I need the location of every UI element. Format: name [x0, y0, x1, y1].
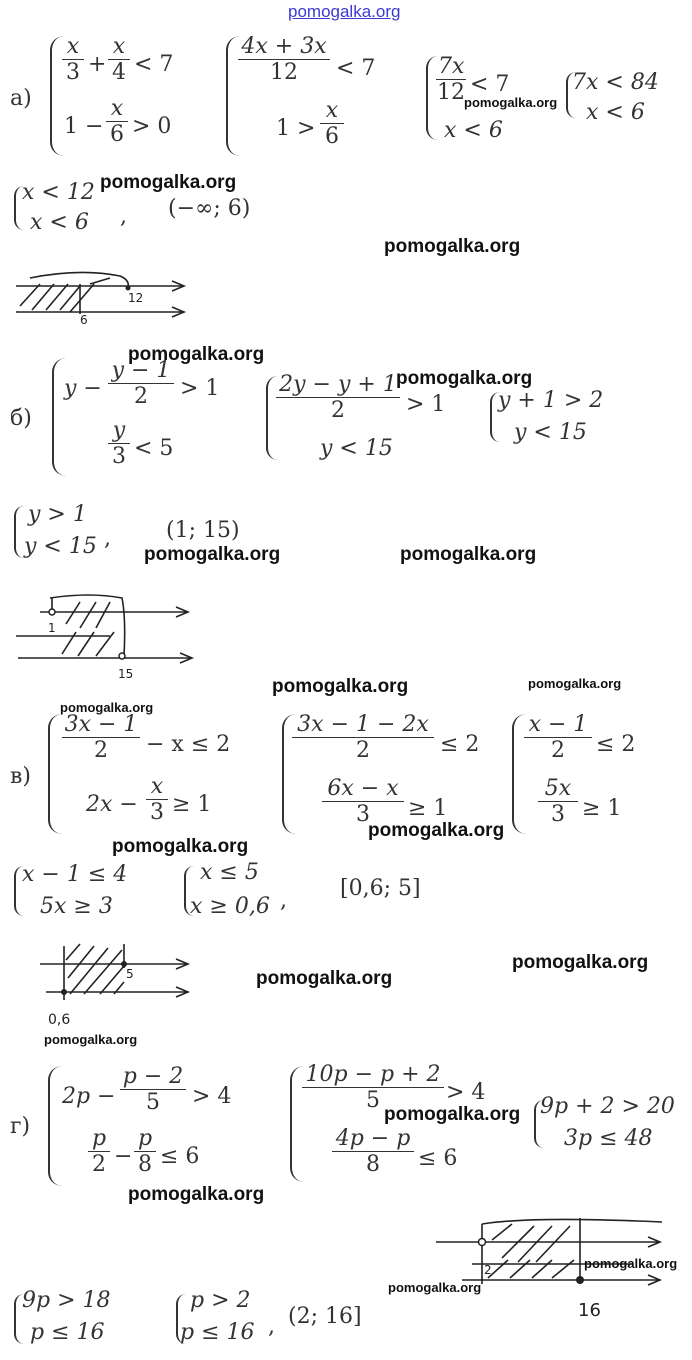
- inequality: y < 15: [514, 420, 587, 445]
- number-line-sketch: [10, 262, 190, 324]
- watermark: pomogalka.org: [44, 1032, 138, 1047]
- fraction: $\frac{y - 1}{2}$: [108, 358, 174, 409]
- inequality: p ≤ 16: [30, 1320, 105, 1345]
- sketch-label: 0,6: [48, 1012, 71, 1028]
- comma: ,: [104, 526, 111, 551]
- fraction: $\frac{x}{6}$: [320, 98, 344, 149]
- comma: ,: [268, 1314, 275, 1339]
- sketch-label: 1: [48, 621, 56, 635]
- watermark: pomogalka.org: [584, 1256, 678, 1271]
- relation: > 4: [192, 1084, 232, 1109]
- fraction: $\frac{x}{6}$: [106, 96, 128, 147]
- minus-sign: −: [114, 1144, 133, 1169]
- relation: ≤ 6: [160, 1144, 200, 1169]
- watermark: pomogalka.org: [384, 236, 521, 257]
- fraction: $\frac{3x - 1 - 2x}{2}$: [292, 712, 434, 763]
- watermark: pomogalka.org: [388, 1280, 482, 1295]
- sketch-label: 15: [118, 667, 134, 680]
- inequality: 5x ≥ 3: [40, 894, 113, 919]
- sketch-label: 12: [128, 291, 144, 305]
- brace: [48, 714, 62, 834]
- watermark: pomogalka.org: [400, 544, 537, 565]
- relation: > 0: [132, 114, 172, 139]
- watermark: pomogalka.org: [256, 968, 393, 989]
- term: 1 −: [64, 114, 104, 139]
- sketch-label: 5: [126, 967, 134, 981]
- inequality: x < 6: [586, 100, 645, 125]
- watermark: pomogalka.org: [396, 368, 533, 389]
- inequality: y > 1: [28, 502, 87, 527]
- term: y −: [64, 376, 102, 401]
- watermark: pomogalka.org: [384, 1104, 521, 1125]
- relation: < 7: [470, 72, 510, 97]
- fraction: $\frac{6x - x}{3}$: [322, 776, 404, 827]
- part-g-label: г): [10, 1114, 31, 1139]
- plus-sign: +: [88, 52, 107, 77]
- sketch-label: 2: [484, 1263, 492, 1277]
- watermark: pomogalka.org: [144, 544, 281, 565]
- term: 2p −: [62, 1084, 116, 1109]
- answer: (−∞; 6): [168, 196, 251, 221]
- number-line-sketch: [36, 938, 192, 1030]
- inequality: y + 1 > 2: [498, 388, 604, 413]
- inequality: 3p ≤ 48: [564, 1126, 653, 1151]
- watermark: pomogalka.org: [272, 676, 409, 697]
- answer: [0,6; 5]: [340, 876, 421, 901]
- relation: < 7: [134, 52, 174, 77]
- relation: ≤ 6: [418, 1146, 458, 1171]
- relation: − x ≤ 2: [146, 732, 231, 757]
- watermark: pomogalka.org: [128, 344, 265, 365]
- watermark: pomogalka.org: [512, 952, 649, 973]
- inequality: p > 2: [190, 1288, 251, 1313]
- term: 2x −: [86, 792, 138, 817]
- relation: ≤ 2: [440, 732, 480, 757]
- fraction: $\frac{p}{8}$: [134, 1126, 156, 1177]
- inequality: x < 12: [22, 180, 95, 205]
- comma: ,: [120, 204, 127, 229]
- relation: > 1: [180, 376, 220, 401]
- relation: < 5: [134, 436, 174, 461]
- fraction: $\frac{p}{2}$: [88, 1126, 110, 1177]
- inequality: y < 15: [24, 534, 97, 559]
- relation: > 1: [406, 392, 446, 417]
- part-a-label: а): [10, 86, 32, 111]
- relation: ≥ 1: [582, 796, 622, 821]
- fraction: $\frac{4x + 3x}{12}$: [238, 34, 330, 85]
- watermark: pomogalka.org: [100, 172, 237, 193]
- term: 1 >: [276, 116, 316, 141]
- fraction: $\frac{x}{3}$: [62, 34, 84, 85]
- fraction: $\frac{3x - 1}{2}$: [62, 712, 140, 763]
- watermark: pomogalka.org: [464, 95, 558, 110]
- relation: ≥ 1: [408, 796, 448, 821]
- comma: ,: [280, 888, 287, 913]
- fraction: $\frac{y}{3}$: [108, 418, 130, 469]
- inequality: x < 6: [30, 210, 89, 235]
- brace: [14, 506, 24, 558]
- relation: ≥ 1: [172, 792, 212, 817]
- fraction: $\frac{2y - y + 1}{2}$: [276, 372, 400, 423]
- fraction: $\frac{10p - p + 2}{5}$: [302, 1062, 444, 1113]
- fraction: $\frac{x}{3}$: [146, 774, 168, 825]
- inequality: x ≤ 5: [200, 860, 259, 885]
- relation: < 7: [336, 56, 376, 81]
- fraction: $\frac{5x}{3}$: [538, 776, 578, 827]
- watermark: pomogalka.org: [112, 836, 249, 857]
- inequality: 9p + 2 > 20: [540, 1094, 675, 1119]
- fraction: $\frac{7x}{12}$: [437, 54, 465, 105]
- inequality: y < 15: [320, 436, 393, 461]
- fraction: $\frac{p - 2}{5}$: [120, 1064, 186, 1115]
- inequality: 7x < 84: [572, 70, 659, 95]
- part-v-label: в): [10, 764, 31, 789]
- inequality: 9p > 18: [22, 1288, 111, 1313]
- inequality: x − 1 ≤ 4: [22, 862, 128, 887]
- fraction: $\frac{4p - p}{8}$: [332, 1126, 414, 1177]
- site-link[interactable]: pomogalka.org: [288, 2, 401, 21]
- fraction: $\frac{x}{4}$: [108, 34, 130, 85]
- inequality: x < 6: [444, 118, 503, 143]
- watermark: pomogalka.org: [128, 1184, 265, 1205]
- brace: [48, 1066, 62, 1186]
- watermark: pomogalka.org: [60, 700, 154, 715]
- relation: ≤ 2: [596, 732, 636, 757]
- watermark: pomogalka.org: [368, 820, 505, 841]
- relation: > 4: [446, 1080, 486, 1105]
- number-line-sketch: [10, 588, 195, 680]
- sketch-label: 6: [80, 313, 88, 324]
- answer: (1; 15): [166, 518, 240, 543]
- sketch-label: 16: [578, 1300, 601, 1321]
- part-b-label: б): [10, 406, 32, 431]
- watermark: pomogalka.org: [528, 676, 622, 691]
- inequality: x ≥ 0,6: [190, 894, 270, 919]
- answer: (2; 16]: [288, 1304, 362, 1329]
- fraction: $\frac{x - 1}{2}$: [524, 712, 592, 763]
- inequality: p ≤ 16: [180, 1320, 255, 1345]
